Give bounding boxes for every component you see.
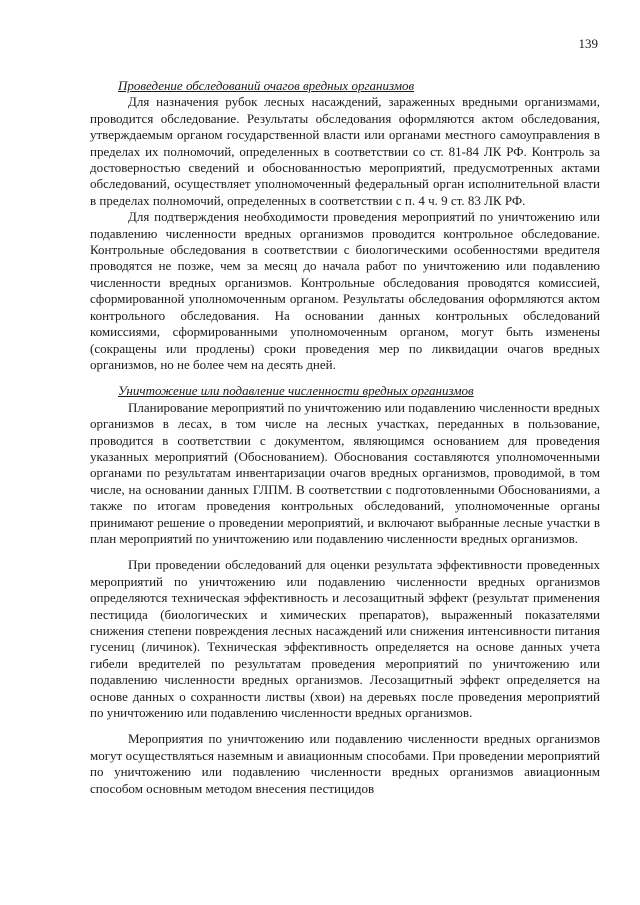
paragraph: Планирование мероприятий по уничтожению или подавлению численности вредных организмов в лесах, в том числе на лесных участках, переданных в пользование, проводится в соответствии с документом, являющимся основанием для проведения указанных мероприятий (Обоснованием). Обоснования составляются уполномоченными органами по результатам инвентаризации очагов вредных организмов, проводимой, в том числе, на основании данных ГЛПМ. В соответствии с подготовленными Обоснованиями, а также по итогам проведения контрольных обследований, уполномоченные органы принимают решение о проведении мероприятий, и включают выбранные лесные участки в план мероприятий по уничтожению или подавлению численности вредных организмов. — [90, 399, 600, 546]
page-number: 139 — [578, 36, 598, 51]
section-heading-suppression: Уничтожение или подавление численности вредных организмов — [118, 383, 474, 399]
paragraph: Мероприятия по уничтожению или подавлению численности вредных организмов могут осуществляться наземным и авиационным способами. При проведении мероприятий по уничтожению или подавлению численности вредных организмов авиационным способом основным методом внесения пестицидов — [90, 731, 600, 796]
paragraph: При проведении обследований для оценки результата эффективности проведенных мероприятий по уничтожению или подавлению численности вредных организмов определяются техническая эффективность и лесозащитный эффект (результат применения пестицида (биологических и химических препаратов), выраженный показателями снижения степени повреждения лесных насаждений или снижения интенсивности питания гусениц (личинок). Техническая эффективность определяется на основе данных учета гибели вредителей по результатам проведения мероприятий по уничтожению или подавлению численности вредных организмов. Лесозащитный эффект определяется на основе данных о сохранности листвы (хвои) на деревьях после проведения мероприятий по уничтожению или подавлению численности вредных организмов. — [90, 557, 600, 721]
section-heading-surveys: Проведение обследований очагов вредных организмов — [118, 78, 415, 93]
document-body — [90, 78, 600, 797]
paragraph: Для подтверждения необходимости проведения мероприятий по уничтожению или подавлению численности вредных организмов проводится контрольное обследование. Контрольные обследования в соответствии с биологическими особенностями вредителя проводятся не позже, чем за месяц до начала работ по уничтожению или подавлению численности вредных организмов. Контрольные обследования проводятся комиссией, сформированной уполномоченным органом. Результаты обследования оформляются актом контрольного обследования. На основании данных контрольных обследований комиссиями, сформированными уполномоченным органом, могут быть изменены (сокращены или продлены) сроки проведения мер по ликвидации очагов вредных организмов, но не более чем на десять дней. — [90, 209, 600, 372]
paragraph: Для назначения рубок лесных насаждений, зараженных вредными организмами, проводится обследование. Результаты обследования оформляются актом обследования, утверждаемым органом государственной власти или органами местного самоуправления в пределах их полномочий, определенных в соответствии со ст. 81-84 ЛК РФ. Контроль за достоверностью сведений и обоснованностью мероприятий, предусмотренных актами обследований, осуществляет уполномоченный федеральный орган исполнительной власти в пределах полномочий, определенных в соответствии с п. 4 ч. 9 ст. 83 ЛК РФ. — [90, 94, 600, 208]
